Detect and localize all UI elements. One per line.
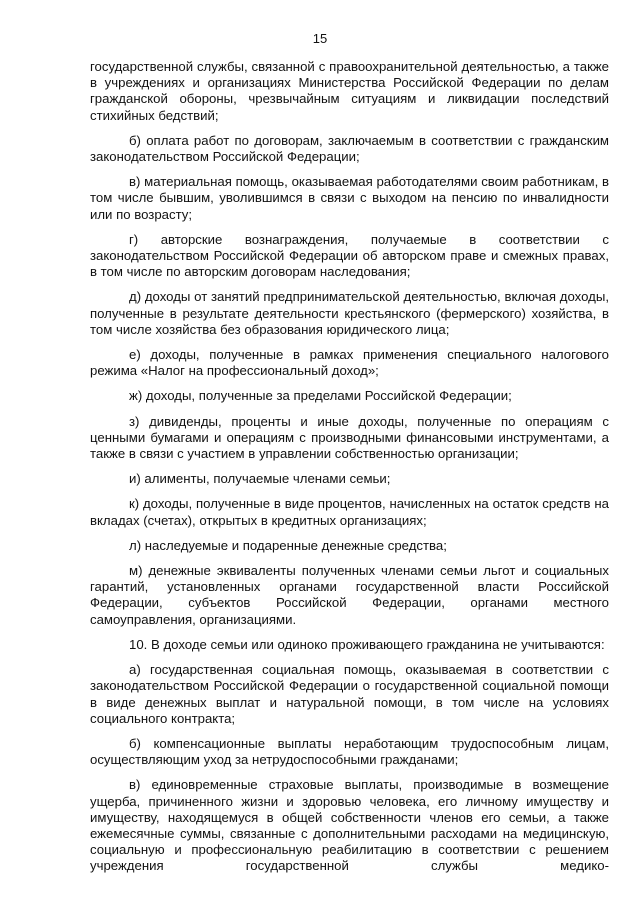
paragraph-item-i: и) алименты, получаемые членами семьи;: [129, 471, 391, 487]
paragraph-item-z: з) дивиденды, проценты и иные доходы, полученные по операциям с ценными бумагами и операциям с производными финансовыми инструментами, а также в связи с участием в управлении собственностью организации;: [90, 413, 609, 462]
page-number: 15: [312, 31, 328, 46]
paragraph-10-item-b: б) компенсационные выплаты неработающим трудоспособным лицам, осуществляющим уход за нетрудоспособными гражданами;: [90, 735, 609, 768]
paragraph-item-zh: ж) доходы, полученные за пределами Российской Федерации;: [129, 388, 512, 404]
paragraph-continuation: государственной службы, связанной с правоохранительной деятельностью, а также в учреждениях и организациях Министерства Российской Федерации по делам гражданской обороны, чрезвычайным ситуациям и ликвидации последствий стихийных бедствий;: [90, 59, 609, 123]
paragraph-10-item-v: в) единовременные страховые выплаты, производимые в возмещение ущерба, причиненного жизни и здоровью человека, его личному имуществу и имуществу, находящемуся в общей собственности членов его семьи, а также ежемесячные суммы, связанные с дополнительными расходами на медицинскую, социальную и профессиональную реабилитацию в соответствии с решением учреждения государственной службы медико-: [90, 777, 609, 874]
paragraph-item-v: в) материальная помощь, оказываемая работодателями своим работникам, в том числе бывшим, уволившимся в связи с выходом на пенсию по инвалидности или по возрасту;: [90, 174, 609, 222]
paragraph-item-k: к) доходы, полученные в виде процентов, начисленных на остаток средств на вкладах (счетах), открытых в кредитных организациях;: [90, 496, 609, 528]
paragraph-item-m: м) денежные эквиваленты полученных членами семьи льгот и социальных гарантий, установленных органами государственной власти Российской Федерации, субъектов Российской Федерации, органами местного самоуправления, организациями.: [90, 563, 609, 627]
paragraph-item-e: е) доходы, полученные в рамках применения специального налогового режима «Налог на профессиональный доход»;: [90, 347, 609, 379]
paragraph-item-b: б) оплата работ по договорам, заключаемым в соответствии с гражданским законодательством Российской Федерации;: [90, 132, 609, 165]
paragraph-item-l: л) наследуемые и подаренные денежные средства;: [129, 537, 447, 553]
paragraph-10-item-a: а) государственная социальная помощь, оказываемая в соответствии с законодательством Российской Федерации о государственной социальной помощи в виде денежных выплат и натуральной помощи, в том числе на условиях социального контракта;: [90, 662, 609, 726]
paragraph-item-g: г) авторские вознаграждения, получаемые в соответствии с законодательством Российской Федерации об авторском праве и смежных правах, в том числе по авторским договорам наследования;: [90, 231, 609, 280]
paragraph-item-d: д) доходы от занятий предпринимательской деятельностью, включая доходы, полученные в результате деятельности крестьянского (фермерского) хозяйства, в том числе хозяйства без образования юридического лица;: [90, 289, 609, 337]
section-10-heading: 10. В доходе семьи или одиноко проживающего гражданина не учитываются:: [129, 636, 605, 652]
page-body: [90, 59, 609, 884]
